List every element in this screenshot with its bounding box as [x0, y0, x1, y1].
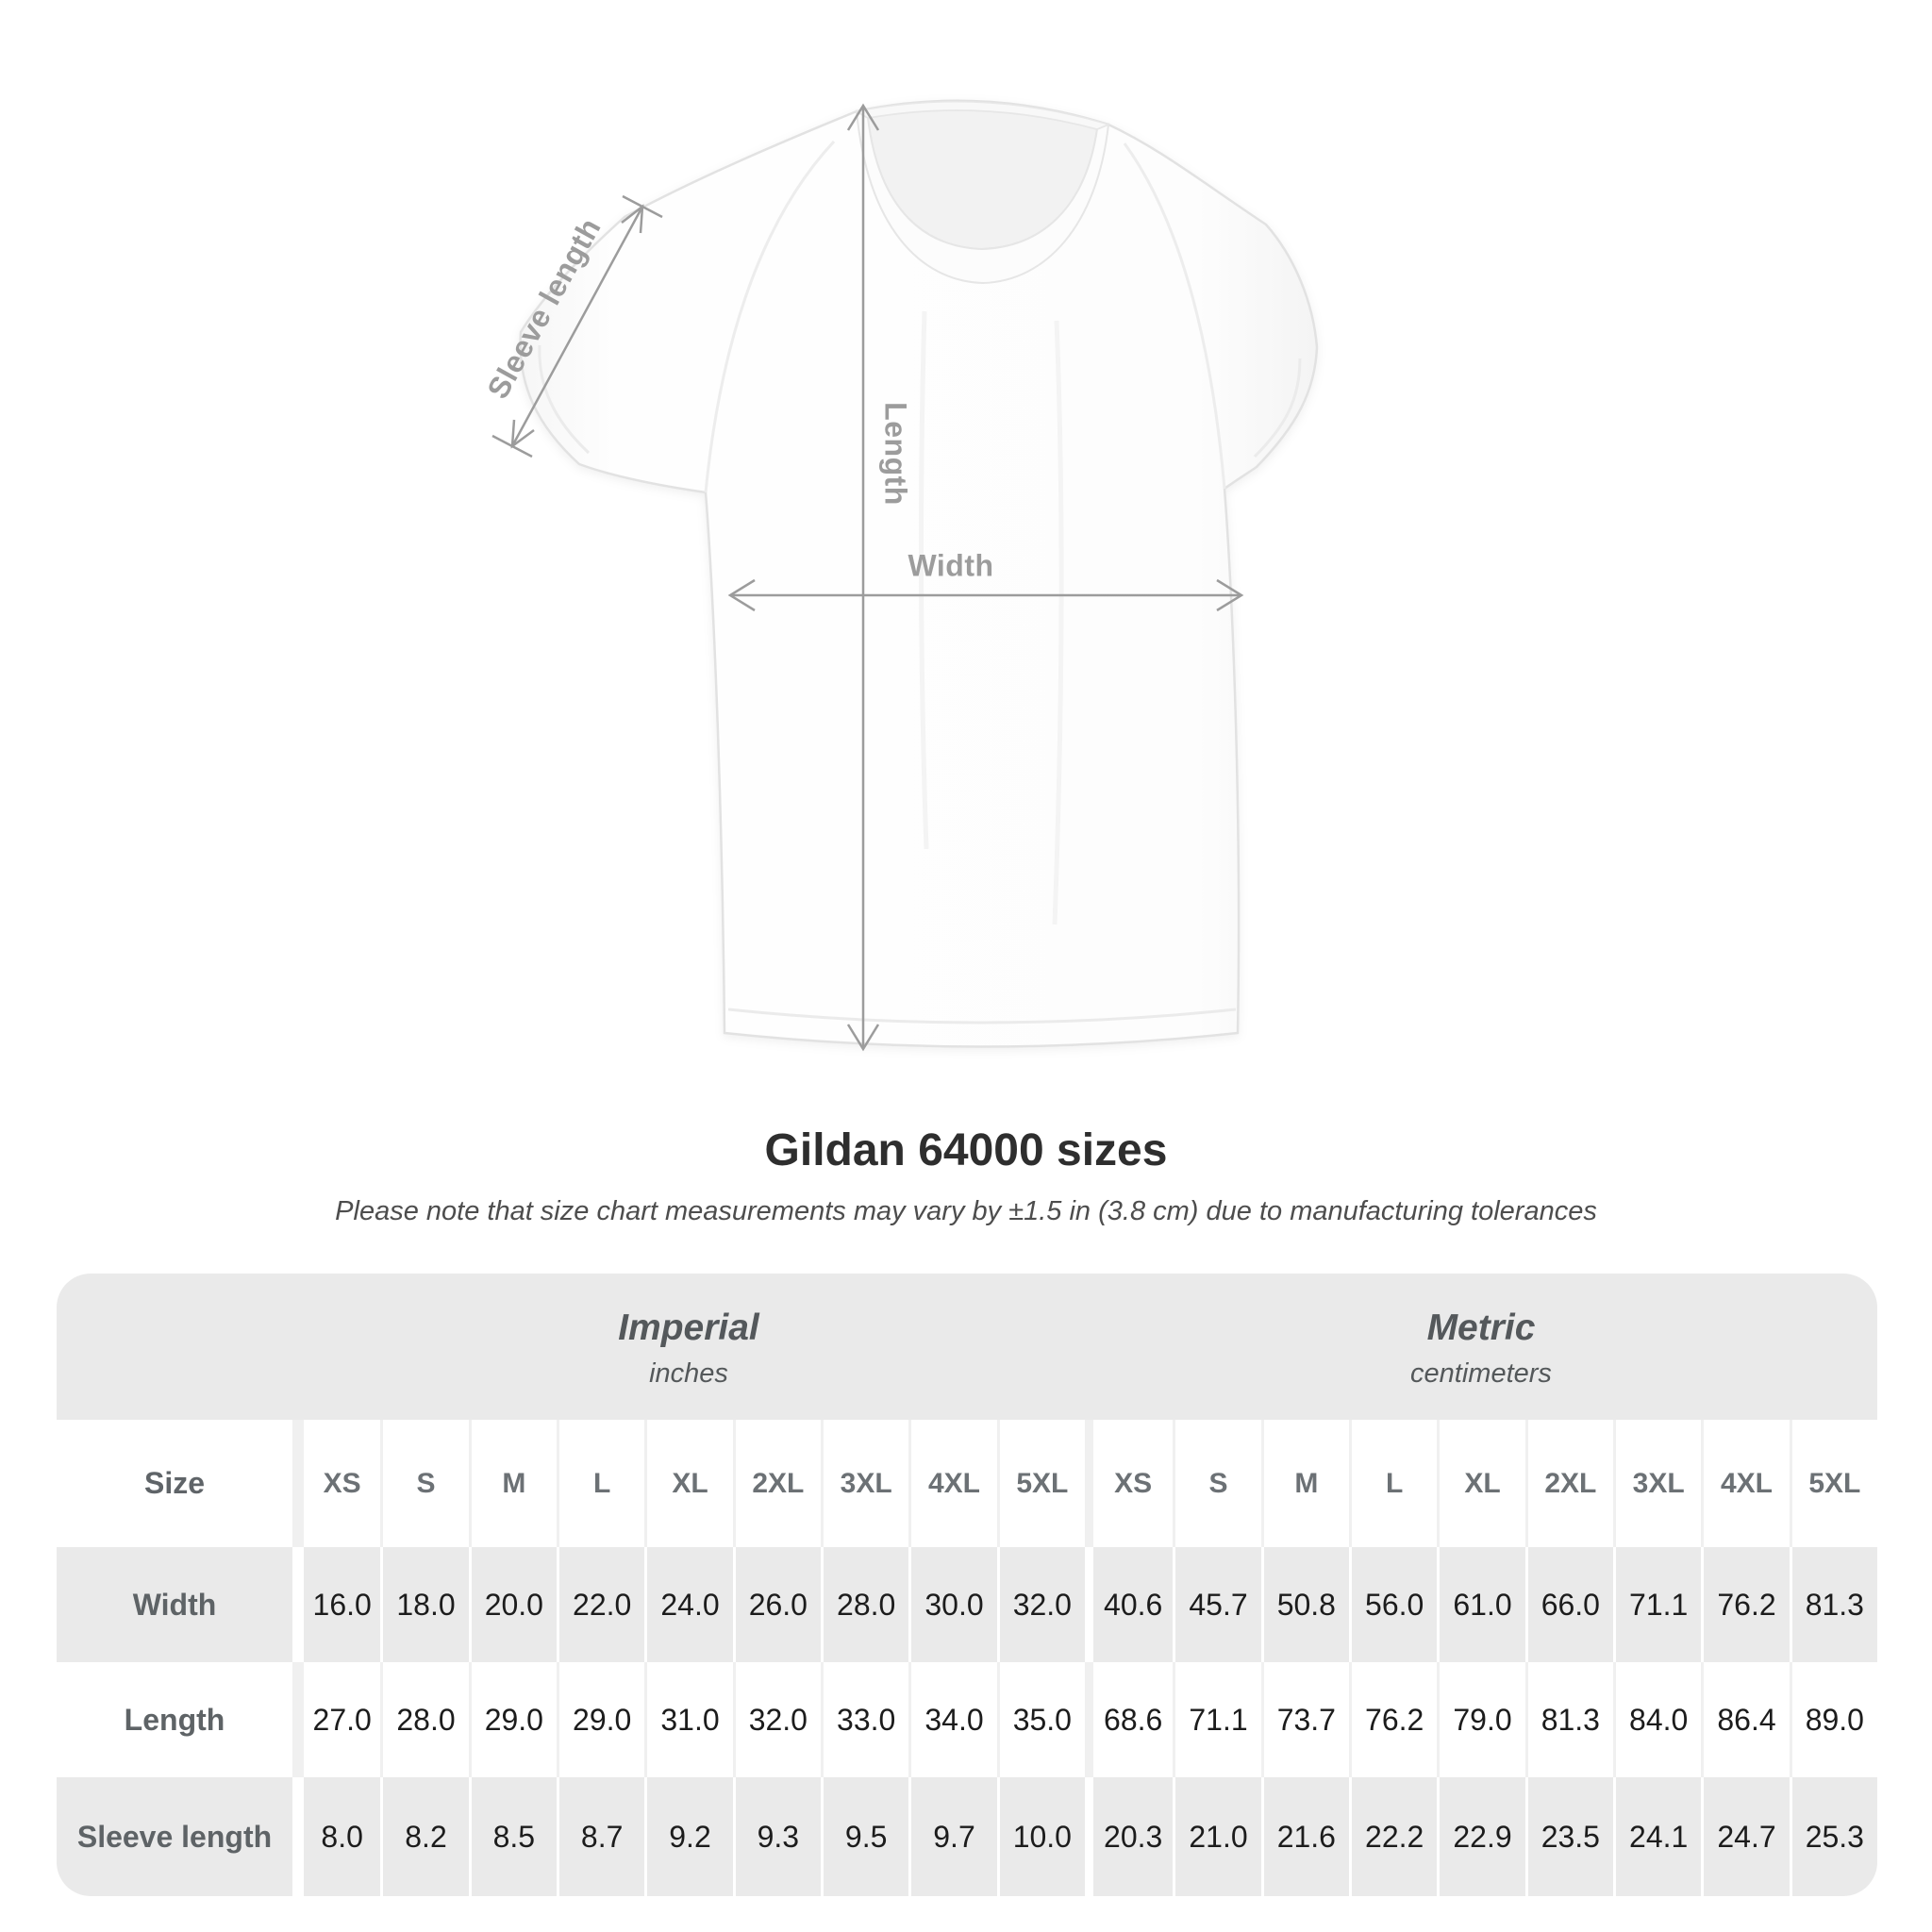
size-column-header: XL — [644, 1420, 732, 1547]
measurement-row-label: Width — [132, 1587, 217, 1622]
size-column-header: 4XL — [908, 1420, 996, 1547]
measurement-value-cell: 9.5 — [821, 1777, 908, 1896]
size-column-header: 5XL — [1790, 1420, 1877, 1547]
measurement-value-cell: 81.3 — [1790, 1547, 1877, 1662]
metric-label: Metric — [1426, 1307, 1536, 1348]
measurement-value-cell: 84.0 — [1613, 1662, 1701, 1777]
measurement-value-cell: 61.0 — [1437, 1547, 1524, 1662]
measurement-value-cell: 26.0 — [733, 1547, 821, 1662]
size-column-header: 4XL — [1701, 1420, 1789, 1547]
size-corner-header: Size — [143, 1466, 206, 1500]
tolerance-note: Please note that size chart measurements may vary by ±1.5 in (3.8 cm) due to manufacturing tolerances — [335, 1196, 1597, 1226]
width-dimension-label: Width — [908, 548, 994, 583]
length-row — [57, 1662, 1877, 1777]
measurement-value-cell: 35.0 — [997, 1662, 1085, 1777]
measurement-value-cell: 20.0 — [469, 1547, 557, 1662]
measurement-value-cell: 73.7 — [1261, 1662, 1349, 1777]
measurement-value-cell: 81.3 — [1525, 1662, 1613, 1777]
size-column-header: 3XL — [821, 1420, 908, 1547]
measurement-value-cell: 18.0 — [380, 1547, 468, 1662]
size-table — [57, 1274, 1877, 1896]
imperial-unit-label: inches — [649, 1358, 728, 1389]
measurement-row-label: Sleeve length — [76, 1819, 273, 1854]
measurement-value-cell: 22.0 — [557, 1547, 644, 1662]
measurement-value-cell: 22.2 — [1349, 1777, 1437, 1896]
size-column-header: XL — [1437, 1420, 1524, 1547]
measurement-value-cell: 16.0 — [292, 1547, 380, 1662]
measurement-value-cell: 9.7 — [908, 1777, 996, 1896]
measurement-value-cell: 71.1 — [1173, 1662, 1260, 1777]
measurement-value-cell: 79.0 — [1437, 1662, 1524, 1777]
size-column-header: XS — [1085, 1420, 1173, 1547]
measurement-value-cell: 34.0 — [908, 1662, 996, 1777]
measurement-value-cell: 27.0 — [292, 1662, 380, 1777]
size-column-header: S — [380, 1420, 468, 1547]
measurement-value-cell: 32.0 — [733, 1662, 821, 1777]
measurement-value-cell: 68.6 — [1085, 1662, 1173, 1777]
size-column-header: M — [469, 1420, 557, 1547]
measurement-value-cell: 50.8 — [1261, 1547, 1349, 1662]
measurement-value-cell: 89.0 — [1790, 1662, 1877, 1777]
sleeve-length-row — [57, 1777, 1877, 1896]
measurement-value-cell: 24.0 — [644, 1547, 732, 1662]
size-column-header: 2XL — [733, 1420, 821, 1547]
measurement-value-cell: 76.2 — [1701, 1547, 1789, 1662]
measurement-value-cell: 28.0 — [821, 1547, 908, 1662]
metric-unit-label: centimeters — [1410, 1358, 1552, 1389]
measurement-value-cell: 56.0 — [1349, 1547, 1437, 1662]
measurement-value-cell: 33.0 — [821, 1662, 908, 1777]
size-column-header: 5XL — [997, 1420, 1085, 1547]
measurement-value-cell: 66.0 — [1525, 1547, 1613, 1662]
size-column-header: XS — [292, 1420, 380, 1547]
measurement-value-cell: 28.0 — [380, 1662, 468, 1777]
sleeve-length-dimension-label: Sleeve length — [480, 211, 608, 405]
size-column-header: L — [557, 1420, 644, 1547]
length-dimension-label: Length — [878, 402, 913, 506]
size-column-header: L — [1349, 1420, 1437, 1547]
measurement-value-cell: 8.5 — [469, 1777, 557, 1896]
measurement-value-cell: 21.6 — [1261, 1777, 1349, 1896]
measurement-value-cell: 76.2 — [1349, 1662, 1437, 1777]
size-column-header: M — [1261, 1420, 1349, 1547]
size-column-header: 2XL — [1525, 1420, 1613, 1547]
measurement-value-cell: 32.0 — [997, 1547, 1085, 1662]
measurement-row-label: Length — [124, 1702, 225, 1737]
size-column-header: S — [1173, 1420, 1260, 1547]
measurement-value-cell: 20.3 — [1085, 1777, 1173, 1896]
measurement-value-cell: 29.0 — [557, 1662, 644, 1777]
measurement-value-cell: 22.9 — [1437, 1777, 1524, 1896]
page-title: Gildan 64000 sizes — [764, 1125, 1168, 1175]
measurement-value-cell: 9.2 — [644, 1777, 732, 1896]
measurement-value-cell: 24.1 — [1613, 1777, 1701, 1896]
measurement-value-cell: 10.0 — [997, 1777, 1085, 1896]
measurement-value-cell: 23.5 — [1525, 1777, 1613, 1896]
measurement-value-cell: 9.3 — [733, 1777, 821, 1896]
measurement-value-cell: 21.0 — [1173, 1777, 1260, 1896]
width-row — [57, 1547, 1877, 1662]
measurement-value-cell: 25.3 — [1790, 1777, 1877, 1896]
measurement-value-cell: 8.0 — [292, 1777, 380, 1896]
measurement-value-cell: 29.0 — [469, 1662, 557, 1777]
measurement-value-cell: 45.7 — [1173, 1547, 1260, 1662]
unit-group-band — [57, 1274, 1877, 1420]
measurement-value-cell: 8.7 — [557, 1777, 644, 1896]
imperial-label: Imperial — [618, 1307, 759, 1348]
metric-group-header — [1085, 1274, 1877, 1420]
measurement-value-cell: 71.1 — [1613, 1547, 1701, 1662]
measurement-value-cell: 8.2 — [380, 1777, 468, 1896]
measurement-value-cell: 40.6 — [1085, 1547, 1173, 1662]
measurement-value-cell: 31.0 — [644, 1662, 732, 1777]
size-header-row — [57, 1420, 1877, 1547]
measurement-value-cell: 30.0 — [908, 1547, 996, 1662]
imperial-group-header — [292, 1274, 1085, 1420]
measurement-value-cell: 24.7 — [1701, 1777, 1789, 1896]
measurement-value-cell: 86.4 — [1701, 1662, 1789, 1777]
size-column-header: 3XL — [1613, 1420, 1701, 1547]
